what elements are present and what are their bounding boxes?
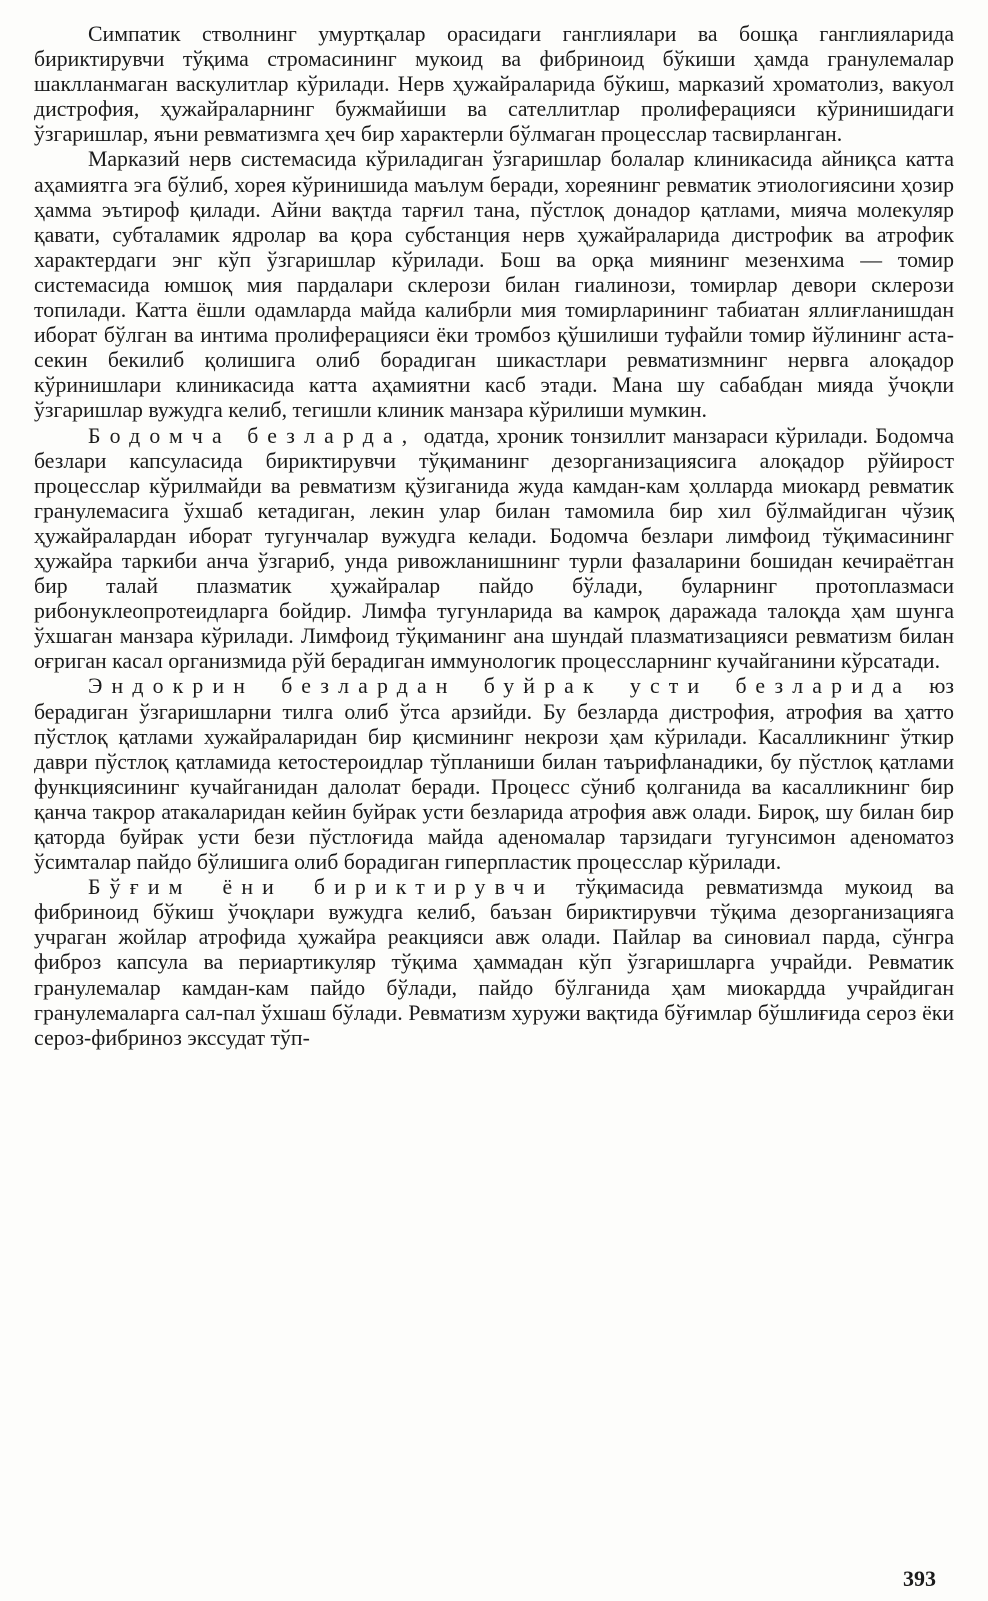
spaced-term: Бодомча безларда, [88, 423, 417, 448]
spaced-term: Эндокрин безлардан буйрак усти безларида [88, 674, 912, 699]
paragraph-text: Марказий нерв системасида кўриладиган ўзгаришлар болалар клиникасида айниқса катта аҳамиятга эга бўлиб, хорея кўринишида маълум беради, хореянинг ревматик этиологиясини ҳозир ҳамма эътироф қилади. Айни вақтда тарғил тана, пўстлоқ донадор қатлами, мияча молекуляр қавати, субталамик ядролар ва қора субстанция нерв ҳужайраларида дистрофик ва атрофик характердаги энг кўп ўзгаришлар кўрилади. Бош ва орқа миянинг мезенхима — томир системасида юмшоқ мия пардалари склерози билан гиалинози, томирлар девори склерози топилади. Катта ёшли одамларда майда калибрли мия томирларининг табиатан яллиғланишдан иборат бўлган ва интима пролиферацияси ёки тромбоз қўшилиши туфайли томир йўлининг аста-секин бекилиб қолишига олиб борадиган шикастлари ревматизмнинг нервга алоқадор кўринишлари клиникасида катта аҳамиятни касб этади. Мана шу сабабдан мияда ўчоқли ўзгаришлар вужудга келиб, тегишли клиник манзара кўрилиши мумкин. [34, 147, 954, 423]
paragraph-text: одатда, хроник тонзиллит манзараси кўрилади. Бодомча безлари капсуласида бириктирувчи тўқиманинг дезорганизациясига алоқадор рўйирост процесслар кўрилмайди ва ревматизм қўзиганида жуда камдан-кам ҳолларда миокард ревматик гранулемасига ўхшаб кетадиган, лекин улар билан тамомила бир хил бўлмайдиган чўзиқ ҳужайралардан иборат тугунчалар вужудга келади. Бодомча безлари лимфоид тўқимасининг ҳужайра таркиби анча ўзгариб, унда ривожланишнинг турли фазаларини бошидан кечираётган бир талай плазматик ҳужайралар пайдо бўлади, буларнинг протоплазмаси рибонуклеопротеидларга бойдир. Лимфа тугунларида ва камроқ даражада талоқда ҳам шунга ўхшаган манзара кўрилади. Лимфоид тўқиманинг ана шундай плазматизацияси ревматизм билан оғриган касал организмида рўй берадиган иммунологик процессларнинг кучайганини кўрсатади. [34, 423, 955, 674]
page-number: 393 [903, 1566, 936, 1591]
paragraph-sympathetic-ganglia [34, 22, 954, 147]
paragraph-central-nervous-system [34, 147, 954, 423]
paragraph-periarticular-tissue [34, 875, 954, 1051]
spaced-term: Бўғим ёни бириктирувчи [88, 875, 555, 900]
paragraph-text: юз берадиган ўзгаришларни тилга олиб ўтса арзийди. Бу безларда дистрофия, атрофия ва ҳатто пўстлоқ қатлами хужайраларидан бир қисмининг некрози ҳам кўрилади. Касалликнинг ўткир даври пўстлоқ қатламида кетостероидлар тўпланиши билан таърифланадики, бу пўстлоқ қатлами функциясининг кучайганидан далолат беради. Процесс сўниб қолганида ва касалликнинг бир қанча такрор атакаларидан кейин буйрак усти безларида атрофия авж олади. Бироқ, шу билан бир қаторда буйрак усти бези пўстлоғида майда аденомалар тарзидаги тугунсимон аденоматоз ўсимталар пайдо бўлишига олиб борадиган гиперпластик процесслар кўрилади. [34, 674, 955, 875]
paragraph-text: Симпатик стволнинг умуртқалар орасидаги ганглиялари ва бошқа ганглияларида бириктирувчи тўқима стромасининг мукоид ва фибриноид бўкиши ҳамда гранулемалар шаклланмаган васкулитлар кўрилади. Нерв ҳужайраларида бўкиш, марказий хроматолиз, вакуол дистрофия, ҳужайраларнинг бужмайиши ва сателлитлар пролиферацияси кўринишидаги ўзгаришлар, яъни ревматизмга ҳеч бир характерли бўлмаган процесслар тасвирланган. [34, 22, 954, 147]
paragraph-text: тўқимасида ревматизмда мукоид ва фибриноид бўкиш ўчоқлари вужудга келиб, баъзан бириктирувчи тўқима дезорганизацияга учраган жойлар атрофида ҳужайра реакцияси авж олади. Пайлар ва синовиал парда, сўнгра фиброз капсула ва периартикуляр тўқима ҳаммадан кўп ўзгаришларга учрайди. Ревматик гранулемалар камдан-кам пайдо бўлади, пайдо бўлганида ҳам миокардда учрайдиган гранулемаларга сал-пал ўхшаш бўлади. Ревматизм хуружи вақтида бўғимлар бўшлиғида сероз ёки сероз-фибриноз экссудат тўп- [34, 875, 954, 1050]
paragraph-tonsils [34, 424, 954, 675]
text-column [34, 22, 954, 1051]
paragraph-adrenal-glands [34, 674, 954, 875]
